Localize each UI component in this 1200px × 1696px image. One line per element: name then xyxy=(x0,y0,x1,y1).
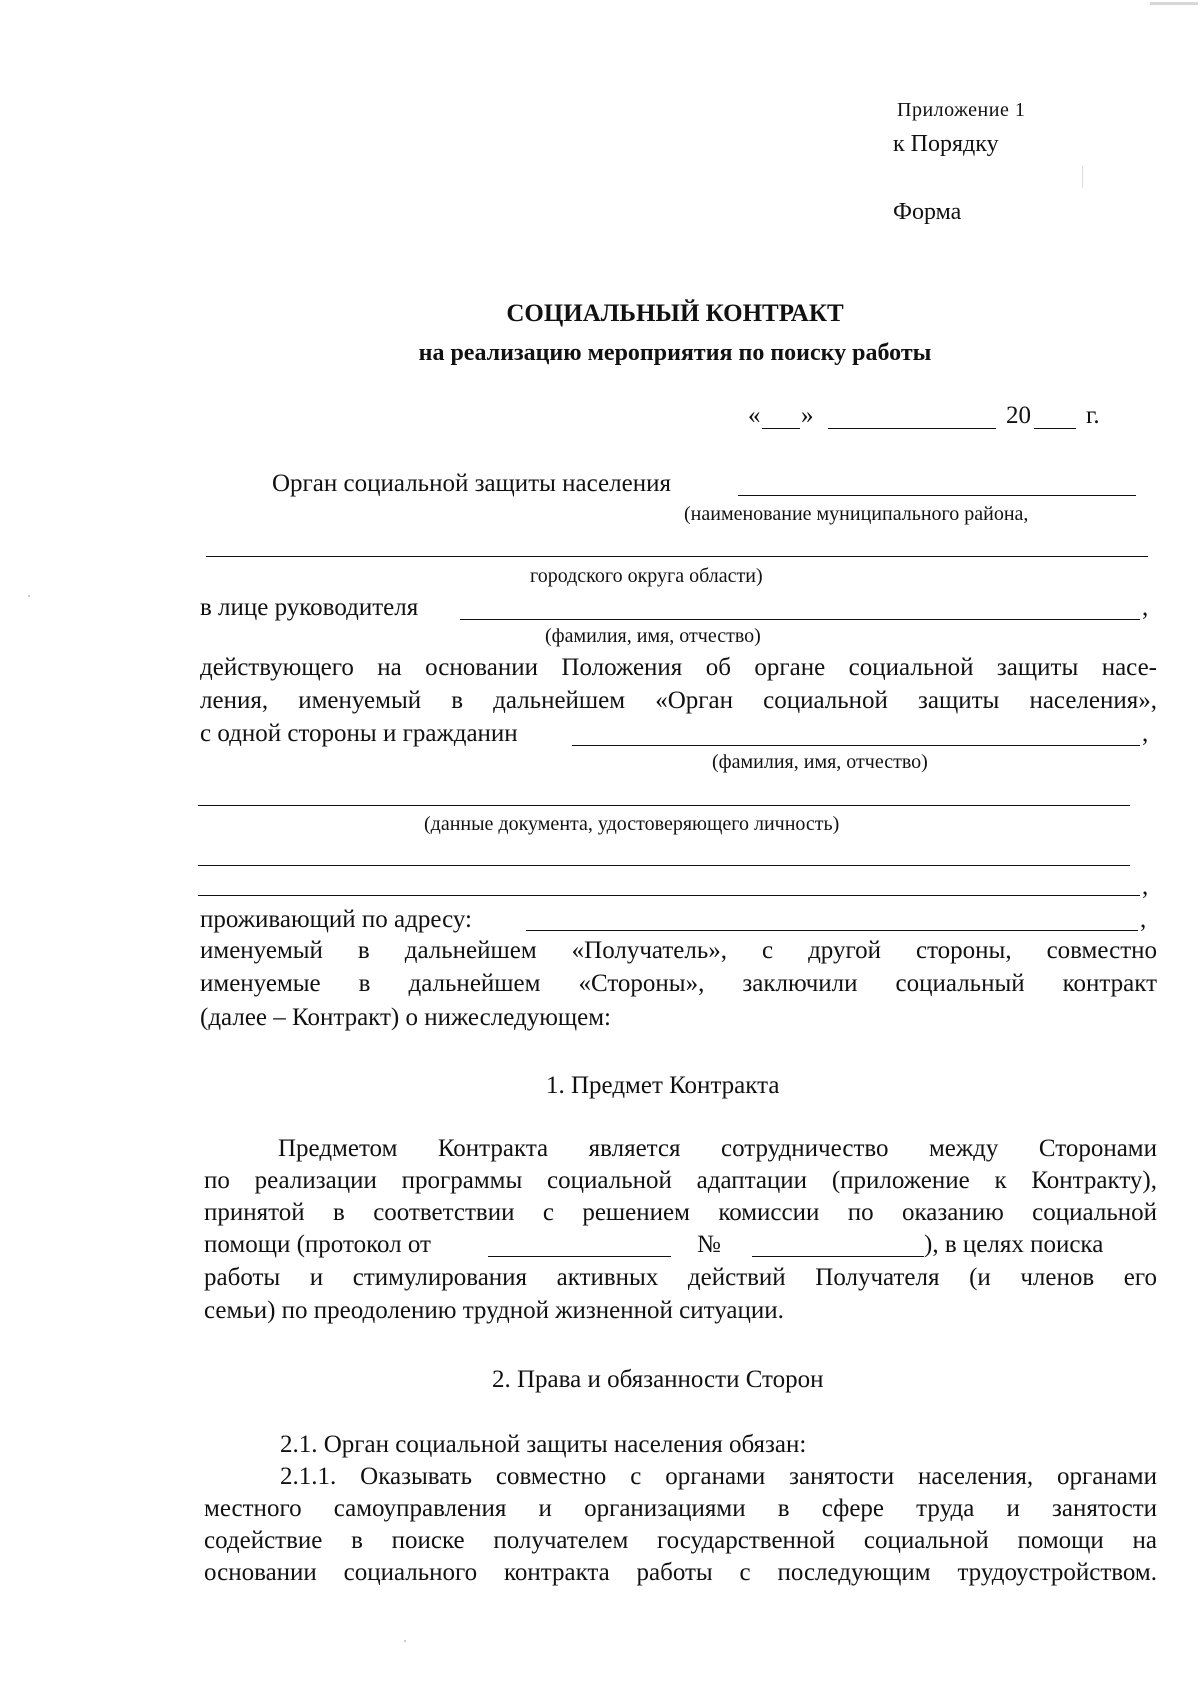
protocol-tail: ), в целях поиска xyxy=(924,1231,1104,1258)
extra-comma: , xyxy=(1142,873,1149,900)
extra-blank-1 xyxy=(198,865,1130,866)
section-1-line-2: по реализации программы социальной адаптации (приложение к Контракту), xyxy=(204,1167,1157,1194)
scan-artifact xyxy=(404,1640,406,1642)
item-2-1-1-line-1: 2.1.1. Оказывать совместно с органами занятости населения, органами xyxy=(280,1463,1157,1490)
address-label: проживающий по адресу: xyxy=(200,906,472,933)
named-line-3: (далее – Контракт) о нижеследующем: xyxy=(200,1004,611,1031)
month-blank xyxy=(828,428,996,429)
item-2-1-1-line-3: содействие в поиске получателем государственной социальной помощи на xyxy=(204,1527,1157,1554)
head-comma: , xyxy=(1142,594,1149,621)
item-2-1: 2.1. Орган социальной защиты населения обязан: xyxy=(280,1431,807,1458)
acting-line-2: ления, именуемый в дальнейшем «Орган социальной защиты населения», xyxy=(200,687,1157,714)
form-label: Форма xyxy=(893,199,962,225)
item-2-1-1-line-2: местного самоуправления и организациями в сфере труда и занятости xyxy=(204,1495,1157,1522)
item-2-1-1-line-4: основании социального контракта работы с последующим трудоустройством. xyxy=(204,1559,1157,1586)
organ-name-blank xyxy=(738,495,1136,496)
year-suffix: г. xyxy=(1086,402,1100,429)
section-1-line-1: Предметом Контракта является сотрудничество между Сторонами xyxy=(278,1135,1157,1162)
section-1-line-5: работы и стимулирования активных действий Получателя (и членов его xyxy=(204,1264,1157,1291)
document-subtitle: на реализацию мероприятия по поиску работы xyxy=(418,340,932,366)
organ-caption-2: городского округа области) xyxy=(530,565,763,587)
section-1-heading: 1. Предмет Контракта xyxy=(546,1072,780,1099)
named-line-1: именуемый в дальнейшем «Получатель», с другой стороны, совместно xyxy=(200,937,1157,964)
citizen-label: с одной стороны и гражданин xyxy=(200,720,518,747)
date-open-quote: « xyxy=(748,402,761,429)
scan-artifact xyxy=(1082,166,1083,188)
head-fio-caption: (фамилия, имя, отчество) xyxy=(545,625,761,647)
citizen-name-blank xyxy=(572,745,1140,746)
organ-name-blank-2 xyxy=(206,556,1148,557)
organ-label: Орган социальной защиты населения xyxy=(272,470,671,497)
scan-artifact xyxy=(1150,2,1198,5)
protocol-label: помощи (протокол от xyxy=(204,1231,431,1258)
document-data-blank xyxy=(198,805,1130,806)
protocol-number-sign: № xyxy=(697,1231,721,1258)
protocol-date-blank xyxy=(488,1256,671,1257)
year-prefix: 20 xyxy=(1006,402,1031,429)
citizen-comma: , xyxy=(1142,720,1149,747)
organ-caption-1: (наименование муниципального района, xyxy=(684,503,1029,525)
year-blank xyxy=(1034,428,1076,429)
date-close-quote: » xyxy=(801,402,814,429)
address-blank xyxy=(526,930,1138,931)
document-data-caption: (данные документа, удостоверяющего личность) xyxy=(424,813,840,835)
named-line-2: именуемые в дальнейшем «Стороны», заключили социальный контракт xyxy=(200,970,1157,997)
section-1-line-6: семьи) по преодолению трудной жизненной ситуации. xyxy=(204,1297,784,1324)
head-label: в лице руководителя xyxy=(200,594,419,621)
section-2-heading: 2. Права и обязанности Сторон xyxy=(492,1366,824,1393)
extra-blank-2 xyxy=(198,895,1140,896)
document-title: СОЦИАЛЬНЫЙ КОНТРАКТ xyxy=(506,300,844,327)
appendix-label: Приложение 1 xyxy=(897,99,1026,121)
order-reference: к Порядку xyxy=(893,131,999,157)
head-name-blank xyxy=(460,619,1140,620)
day-blank xyxy=(762,428,800,429)
section-1-line-3: принятой в соответствии с решением комиссии по оказанию социальной xyxy=(204,1199,1157,1226)
protocol-number-blank xyxy=(752,1256,924,1257)
address-comma: , xyxy=(1140,906,1147,933)
citizen-fio-caption: (фамилия, имя, отчество) xyxy=(712,751,928,773)
scan-artifact xyxy=(28,595,30,597)
acting-line-1: действующего на основании Положения об органе социальной защиты насе- xyxy=(200,654,1157,681)
